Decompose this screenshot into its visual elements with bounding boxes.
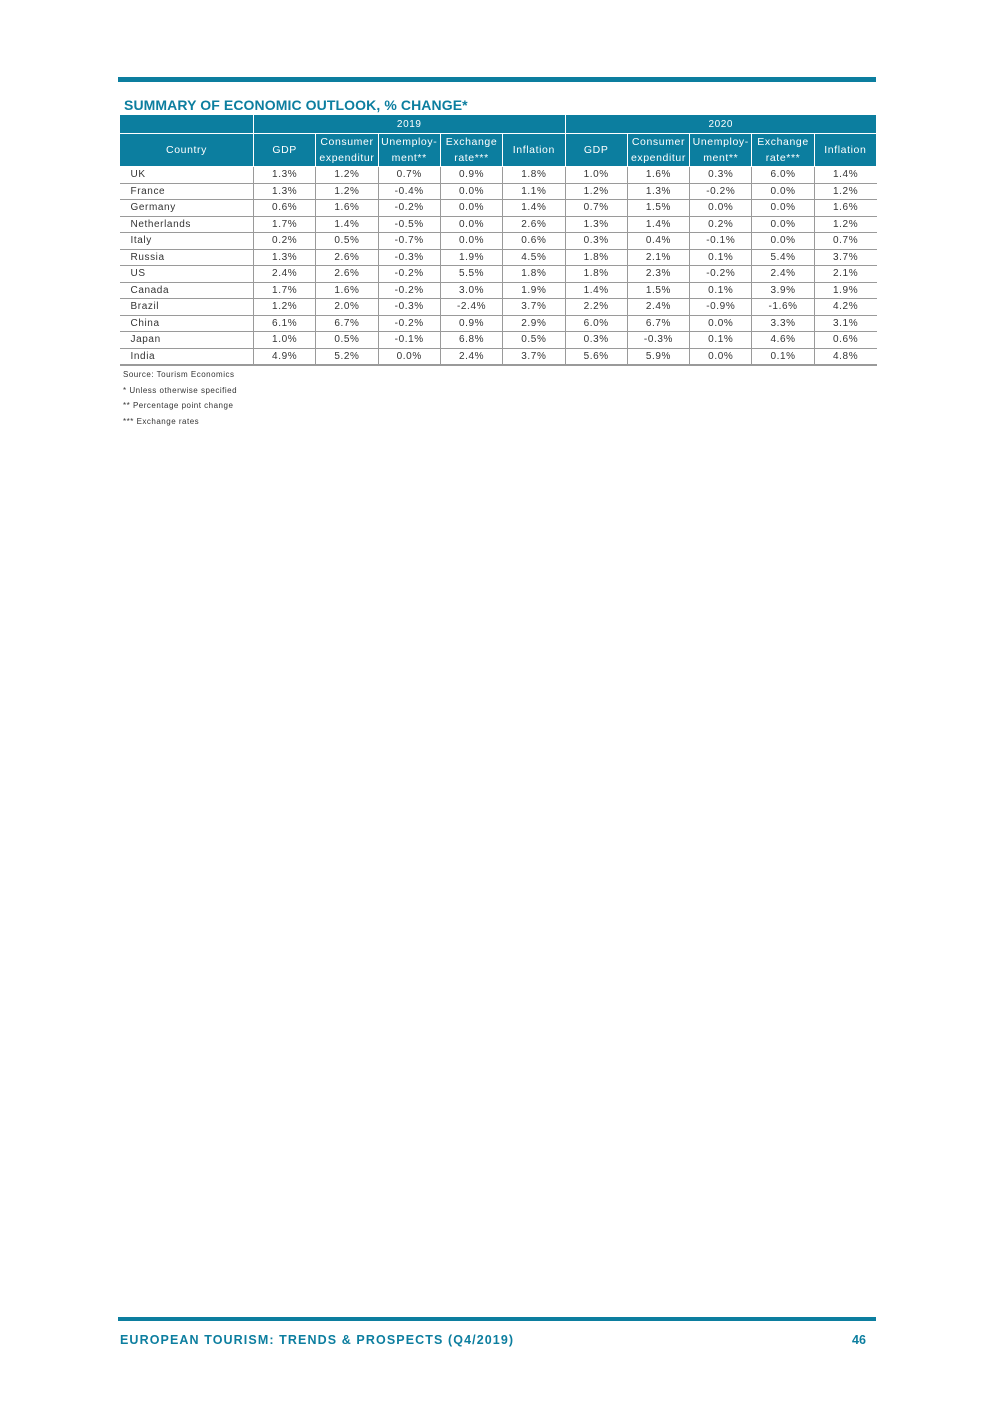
value-cell: 0.0%: [440, 233, 502, 250]
value-cell: 3.7%: [503, 299, 565, 316]
value-cell: 2.0%: [316, 299, 378, 316]
value-cell: 3.0%: [440, 282, 502, 299]
table-row: [120, 282, 877, 299]
column-header-row: [120, 134, 877, 167]
table-notes: [123, 369, 237, 431]
value-cell: 1.2%: [814, 216, 876, 233]
value-cell: 2.9%: [503, 315, 565, 332]
column-header: [503, 134, 565, 167]
value-cell: 0.6%: [503, 233, 565, 250]
table-row: [120, 233, 877, 250]
column-header: [565, 134, 627, 167]
value-cell: 1.6%: [316, 200, 378, 217]
value-cell: 2.2%: [565, 299, 627, 316]
table-title: SUMMARY OF ECONOMIC OUTLOOK, % CHANGE*: [124, 97, 468, 113]
value-cell: 0.3%: [565, 332, 627, 349]
country-cell: Germany: [120, 200, 254, 217]
table-row: [120, 332, 877, 349]
value-cell: 0.6%: [254, 200, 316, 217]
value-cell: 1.7%: [254, 216, 316, 233]
footnote-1: * Unless otherwise specified: [123, 385, 238, 395]
country-cell: Russia: [120, 249, 254, 266]
value-cell: 0.0%: [440, 216, 502, 233]
value-cell: 0.7%: [378, 167, 440, 184]
source-note: Source: Tourism Economics: [123, 370, 235, 379]
value-cell: -0.2%: [378, 282, 440, 299]
value-cell: -0.1%: [690, 233, 752, 250]
value-cell: 4.2%: [814, 299, 876, 316]
value-cell: 3.3%: [752, 315, 814, 332]
top-divider: [118, 77, 876, 82]
value-cell: 2.4%: [440, 348, 502, 365]
value-cell: 0.0%: [440, 200, 502, 217]
value-cell: -0.3%: [378, 249, 440, 266]
value-cell: 0.1%: [752, 348, 814, 365]
column-header-line-2: rate***: [454, 152, 489, 164]
value-cell: 1.3%: [254, 167, 316, 184]
value-cell: 1.8%: [565, 266, 627, 283]
value-cell: 1.6%: [316, 282, 378, 299]
value-cell: 2.1%: [627, 249, 689, 266]
value-cell: -0.9%: [690, 299, 752, 316]
table-row: [120, 299, 877, 316]
value-cell: 4.8%: [814, 348, 876, 365]
value-cell: 1.3%: [565, 216, 627, 233]
value-cell: 0.0%: [440, 183, 502, 200]
value-cell: 0.9%: [440, 167, 502, 184]
column-header-line-1: GDP: [583, 144, 609, 156]
column-header: [690, 134, 752, 167]
value-cell: 0.1%: [690, 249, 752, 266]
value-cell: 0.5%: [503, 332, 565, 349]
column-header-line-2: ment**: [391, 152, 427, 164]
value-cell: 1.8%: [503, 266, 565, 283]
table-row: [120, 167, 877, 184]
value-cell: 1.9%: [503, 282, 565, 299]
column-header: [254, 134, 316, 167]
value-cell: 0.2%: [254, 233, 316, 250]
column-header-line-1: Unemploy-: [692, 136, 749, 148]
value-cell: -2.4%: [440, 299, 502, 316]
value-cell: -0.7%: [378, 233, 440, 250]
value-cell: -0.2%: [378, 266, 440, 283]
value-cell: 1.8%: [565, 249, 627, 266]
value-cell: 6.8%: [440, 332, 502, 349]
value-cell: 1.2%: [254, 299, 316, 316]
column-header: [752, 134, 814, 167]
value-cell: 0.0%: [752, 216, 814, 233]
footer-title: EUROPEAN TOURISM: TRENDS & PROSPECTS (Q4/2019): [120, 1333, 515, 1347]
value-cell: 0.9%: [440, 315, 502, 332]
column-header-line-1: Consumer: [631, 136, 686, 148]
table-row: [120, 266, 877, 283]
value-cell: 1.4%: [814, 167, 876, 184]
column-header-line-2: ment**: [703, 152, 739, 164]
table-row: [120, 200, 877, 217]
country-cell: Canada: [120, 282, 254, 299]
value-cell: 2.6%: [316, 249, 378, 266]
value-cell: 5.5%: [440, 266, 502, 283]
country-cell: Italy: [120, 233, 254, 250]
year-2019-header: 2019: [254, 115, 566, 134]
value-cell: 1.1%: [503, 183, 565, 200]
value-cell: 6.1%: [254, 315, 316, 332]
value-cell: 5.9%: [627, 348, 689, 365]
column-header-line-1: Inflation: [824, 144, 867, 156]
value-cell: 0.0%: [378, 348, 440, 365]
value-cell: 1.4%: [503, 200, 565, 217]
value-cell: 0.0%: [690, 200, 752, 217]
value-cell: -0.5%: [378, 216, 440, 233]
value-cell: -0.4%: [378, 183, 440, 200]
value-cell: -0.1%: [378, 332, 440, 349]
value-cell: 0.7%: [814, 233, 876, 250]
value-cell: 6.0%: [752, 167, 814, 184]
column-header-line-2: expenditur: [319, 152, 375, 164]
country-cell: UK: [120, 167, 254, 184]
economic-outlook-table: [119, 114, 877, 366]
footnote-3: *** Exchange rates: [123, 416, 200, 426]
value-cell: 0.0%: [690, 315, 752, 332]
column-header: [627, 134, 689, 167]
value-cell: 1.4%: [316, 216, 378, 233]
value-cell: 0.2%: [690, 216, 752, 233]
country-cell: Japan: [120, 332, 254, 349]
table-row: [120, 315, 877, 332]
value-cell: 1.6%: [814, 200, 876, 217]
value-cell: 0.7%: [565, 200, 627, 217]
column-header-line-1: Inflation: [512, 144, 555, 156]
value-cell: 2.3%: [627, 266, 689, 283]
value-cell: -0.2%: [690, 183, 752, 200]
country-column-header: Country: [120, 134, 254, 167]
value-cell: -0.2%: [690, 266, 752, 283]
value-cell: 0.5%: [316, 233, 378, 250]
value-cell: 3.7%: [814, 249, 876, 266]
country-cell: Brazil: [120, 299, 254, 316]
value-cell: 2.6%: [503, 216, 565, 233]
value-cell: 1.4%: [627, 216, 689, 233]
value-cell: 0.4%: [627, 233, 689, 250]
blank-corner: [120, 115, 254, 134]
value-cell: 1.6%: [627, 167, 689, 184]
value-cell: 1.7%: [254, 282, 316, 299]
value-cell: 1.5%: [627, 200, 689, 217]
column-header-line-1: Exchange: [445, 136, 498, 148]
value-cell: 3.9%: [752, 282, 814, 299]
value-cell: 5.6%: [565, 348, 627, 365]
value-cell: 0.5%: [316, 332, 378, 349]
value-cell: 0.3%: [690, 167, 752, 184]
column-header: [814, 134, 876, 167]
value-cell: 6.7%: [316, 315, 378, 332]
value-cell: 3.1%: [814, 315, 876, 332]
value-cell: 0.1%: [690, 332, 752, 349]
value-cell: 1.0%: [565, 167, 627, 184]
value-cell: 0.0%: [752, 233, 814, 250]
column-header-line-2: expenditur: [630, 152, 686, 164]
value-cell: 4.5%: [503, 249, 565, 266]
table-row: [120, 249, 877, 266]
country-cell: Netherlands: [120, 216, 254, 233]
value-cell: 4.6%: [752, 332, 814, 349]
value-cell: 5.4%: [752, 249, 814, 266]
year-header-row: [120, 115, 877, 134]
value-cell: -0.3%: [378, 299, 440, 316]
value-cell: 2.4%: [254, 266, 316, 283]
value-cell: 2.6%: [316, 266, 378, 283]
value-cell: 0.0%: [690, 348, 752, 365]
column-header-line-1: Exchange: [757, 136, 809, 148]
country-cell: US: [120, 266, 254, 283]
page-number: 46: [852, 1333, 866, 1347]
column-header-line-2: rate***: [765, 152, 801, 164]
column-header-line-1: Consumer: [320, 136, 374, 148]
country-cell: India: [120, 348, 254, 365]
value-cell: 1.3%: [254, 249, 316, 266]
value-cell: 1.2%: [316, 183, 378, 200]
column-header: [378, 134, 440, 167]
value-cell: 0.1%: [690, 282, 752, 299]
value-cell: 1.5%: [627, 282, 689, 299]
footnote-2: ** Percentage point change: [123, 401, 234, 411]
value-cell: 1.9%: [440, 249, 502, 266]
value-cell: 3.7%: [503, 348, 565, 365]
value-cell: 0.3%: [565, 233, 627, 250]
value-cell: 1.0%: [254, 332, 316, 349]
column-header-line-1: GDP: [272, 144, 297, 156]
year-2020-header: 2020: [565, 115, 877, 134]
value-cell: 5.2%: [316, 348, 378, 365]
value-cell: 6.0%: [565, 315, 627, 332]
value-cell: 0.6%: [814, 332, 876, 349]
value-cell: -1.6%: [752, 299, 814, 316]
bottom-divider: [118, 1317, 876, 1321]
table-row: [120, 183, 877, 200]
value-cell: 1.2%: [316, 167, 378, 184]
value-cell: 1.8%: [503, 167, 565, 184]
table-row: [120, 348, 877, 365]
value-cell: 6.7%: [627, 315, 689, 332]
value-cell: 1.2%: [814, 183, 876, 200]
country-cell: France: [120, 183, 254, 200]
table-row: [120, 216, 877, 233]
value-cell: -0.3%: [627, 332, 689, 349]
value-cell: 0.0%: [752, 200, 814, 217]
value-cell: 2.4%: [752, 266, 814, 283]
column-header: [440, 134, 502, 167]
table-body: [120, 167, 877, 366]
value-cell: 4.9%: [254, 348, 316, 365]
value-cell: -0.2%: [378, 200, 440, 217]
value-cell: 0.0%: [752, 183, 814, 200]
column-header-line-1: Unemploy-: [381, 136, 438, 148]
country-cell: China: [120, 315, 254, 332]
value-cell: 2.4%: [627, 299, 689, 316]
value-cell: 1.3%: [254, 183, 316, 200]
value-cell: 1.4%: [565, 282, 627, 299]
value-cell: 1.9%: [814, 282, 876, 299]
value-cell: 2.1%: [814, 266, 876, 283]
column-header: [316, 134, 378, 167]
value-cell: 1.2%: [565, 183, 627, 200]
value-cell: -0.2%: [378, 315, 440, 332]
value-cell: 1.3%: [627, 183, 689, 200]
